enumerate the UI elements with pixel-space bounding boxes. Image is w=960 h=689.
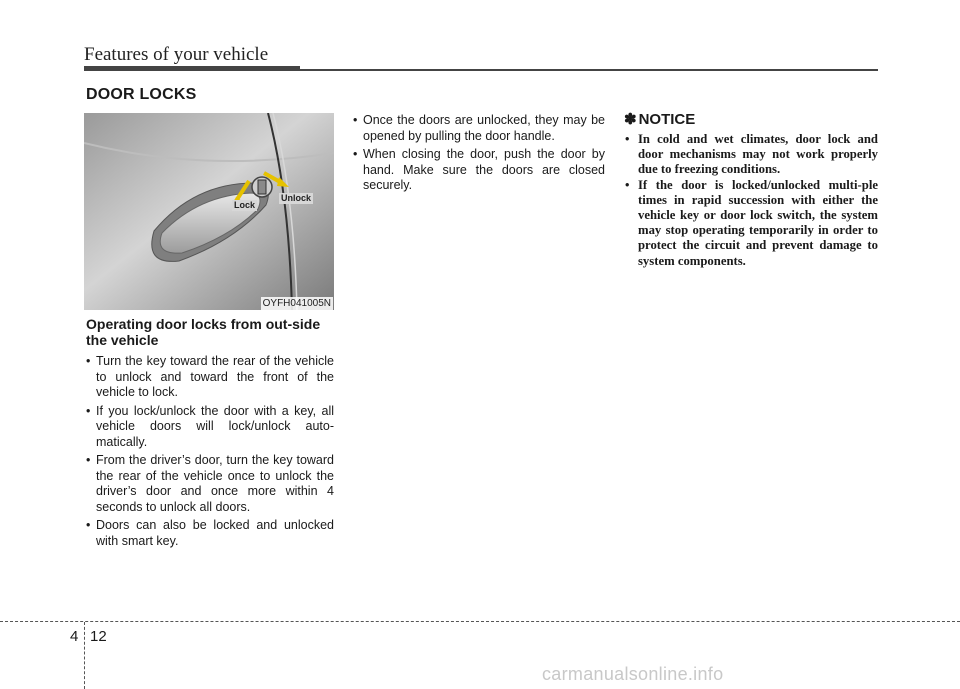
footer-rule bbox=[0, 621, 960, 622]
list-item: • In cold and wet climates, door lock and door mechanisms may not work properly due to freezing conditions. bbox=[624, 132, 878, 178]
section-heading: DOOR LOCKS bbox=[86, 86, 197, 103]
list-item: • From the driver’s door, turn the key toward the rear of the vehicle once to unlock the driver’s door and once more within 4 seconds to unlock all doors. bbox=[86, 453, 334, 515]
door-handle-illustration bbox=[84, 113, 334, 310]
list-item: • Once the doors are unlocked, they may be opened by pulling the door handle. bbox=[353, 113, 605, 144]
notice-heading bbox=[624, 111, 878, 129]
notice-title: NOTICE bbox=[638, 111, 696, 128]
list-item: • If you lock/unlock the door with a key, all vehicle doors will lock/unlock auto-matically. bbox=[86, 404, 334, 451]
outside-bullet-list bbox=[86, 354, 334, 549]
figure-label-unlock: Unlock bbox=[281, 193, 312, 203]
notice-bullet-list bbox=[624, 132, 878, 269]
header-rule-thick bbox=[84, 66, 300, 71]
watermark: carmanualsonline.info bbox=[542, 664, 724, 684]
page-number: 12 bbox=[90, 628, 107, 645]
subsection-heading: Operating door locks from out-side the vehicle bbox=[86, 316, 321, 348]
notice-star-icon: ✽ bbox=[624, 111, 637, 128]
list-item: • When closing the door, push the door by hand. Make sure the doors are closed securely. bbox=[353, 147, 605, 194]
notice-box bbox=[624, 111, 878, 269]
page-header-title: Features of your vehicle bbox=[84, 44, 269, 65]
figure-label-lock: Lock bbox=[234, 200, 256, 210]
list-item: • If the door is locked/unlocked multi-ple times in rapid succession with either the vehicle key or door lock switch, the system may stop operating temporarily in order to protect the circuit and prevent damage to system components. bbox=[624, 178, 878, 269]
figure-caption: OYFH041005N bbox=[262, 298, 331, 309]
footer-vertical-rule bbox=[84, 622, 85, 689]
page-chapter: 4 bbox=[70, 628, 79, 645]
column-door-handling bbox=[353, 113, 605, 197]
list-item: • Doors can also be locked and unlocked with smart key. bbox=[86, 518, 334, 549]
header-rule-thin bbox=[300, 69, 878, 71]
door-handle-figure bbox=[84, 113, 334, 310]
column-outside-operation bbox=[86, 316, 334, 552]
list-item: • Turn the key toward the rear of the vehicle to unlock and toward the front of the vehicle to lock. bbox=[86, 354, 334, 401]
handling-bullet-list bbox=[353, 113, 605, 194]
